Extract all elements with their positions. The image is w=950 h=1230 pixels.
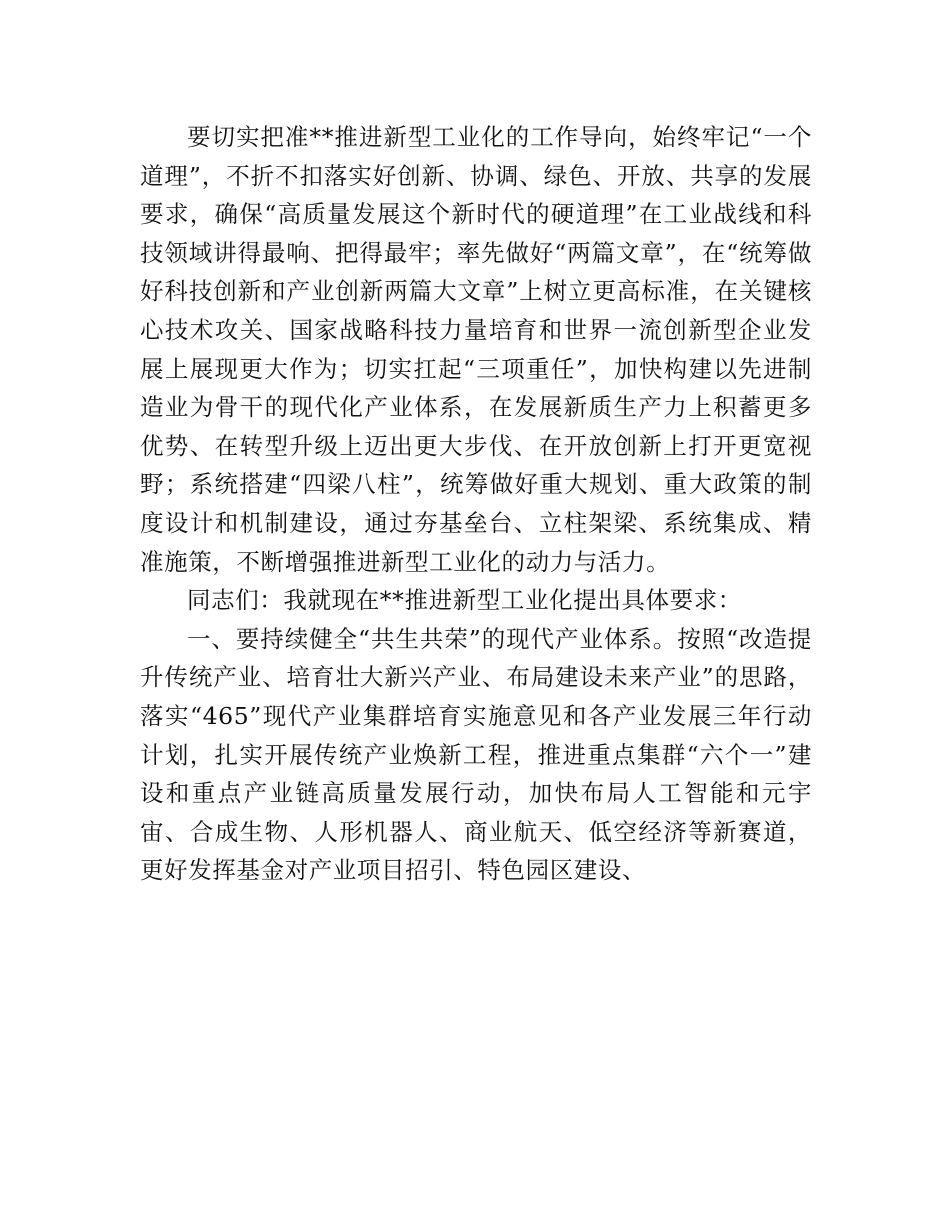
paragraph-address: 同志们：我就现在**推进新型工业化提出具体要求： xyxy=(187,586,742,615)
document-body xyxy=(140,118,812,890)
paragraph-requirement-one: 一、要持续健全“共生共荣”的现代产业体系。按照“改造提升传统产业、培育壮大新兴产业、布局建设未来产业”的思路，落实“465”现代产业集群培育实施意见和各产业发展三年行动计划，扎实开展传统产业焕新工程，推进重点集群“六个一”建设和重点产业链高质量发展行动，加快布局人工智能和元宇宙、合成生物、人形机器人、商业航天、低空经济等新赛道，更好发挥基金对产业项目招引、特色园区建设、 xyxy=(140,624,812,885)
paragraph-work-orientation: 要切实把准**推进新型工业化的工作导向，始终牢记“一个道理”，不折不扣落实好创新、协调、绿色、开放、共享的发展要求，确保“高质量发展这个新时代的硬道理”在工业战线和科技领域讲得最响、把得最牢；率先做好“两篇文章”，在“统筹做好科技创新和产业创新两篇大文章”上树立更高标准，在关键核心技术攻关、国家战略科技力量培育和世界一流创新型企业发展上展现更大作为；切实扛起“三项重任”，加快构建以先进制造业为骨干的现代化产业体系，在发展新质生产力上积蓄更多优势、在转型升级上迈出更大步伐、在开放创新上打开更宽视野；系统搭建“四梁八柱”，统筹做好重大规划、重大政策的制度设计和机制建设，通过夯基垒台、立柱架梁、系统集成、精准施策，不断增强推进新型工业化的动力与活力。 xyxy=(140,123,812,576)
